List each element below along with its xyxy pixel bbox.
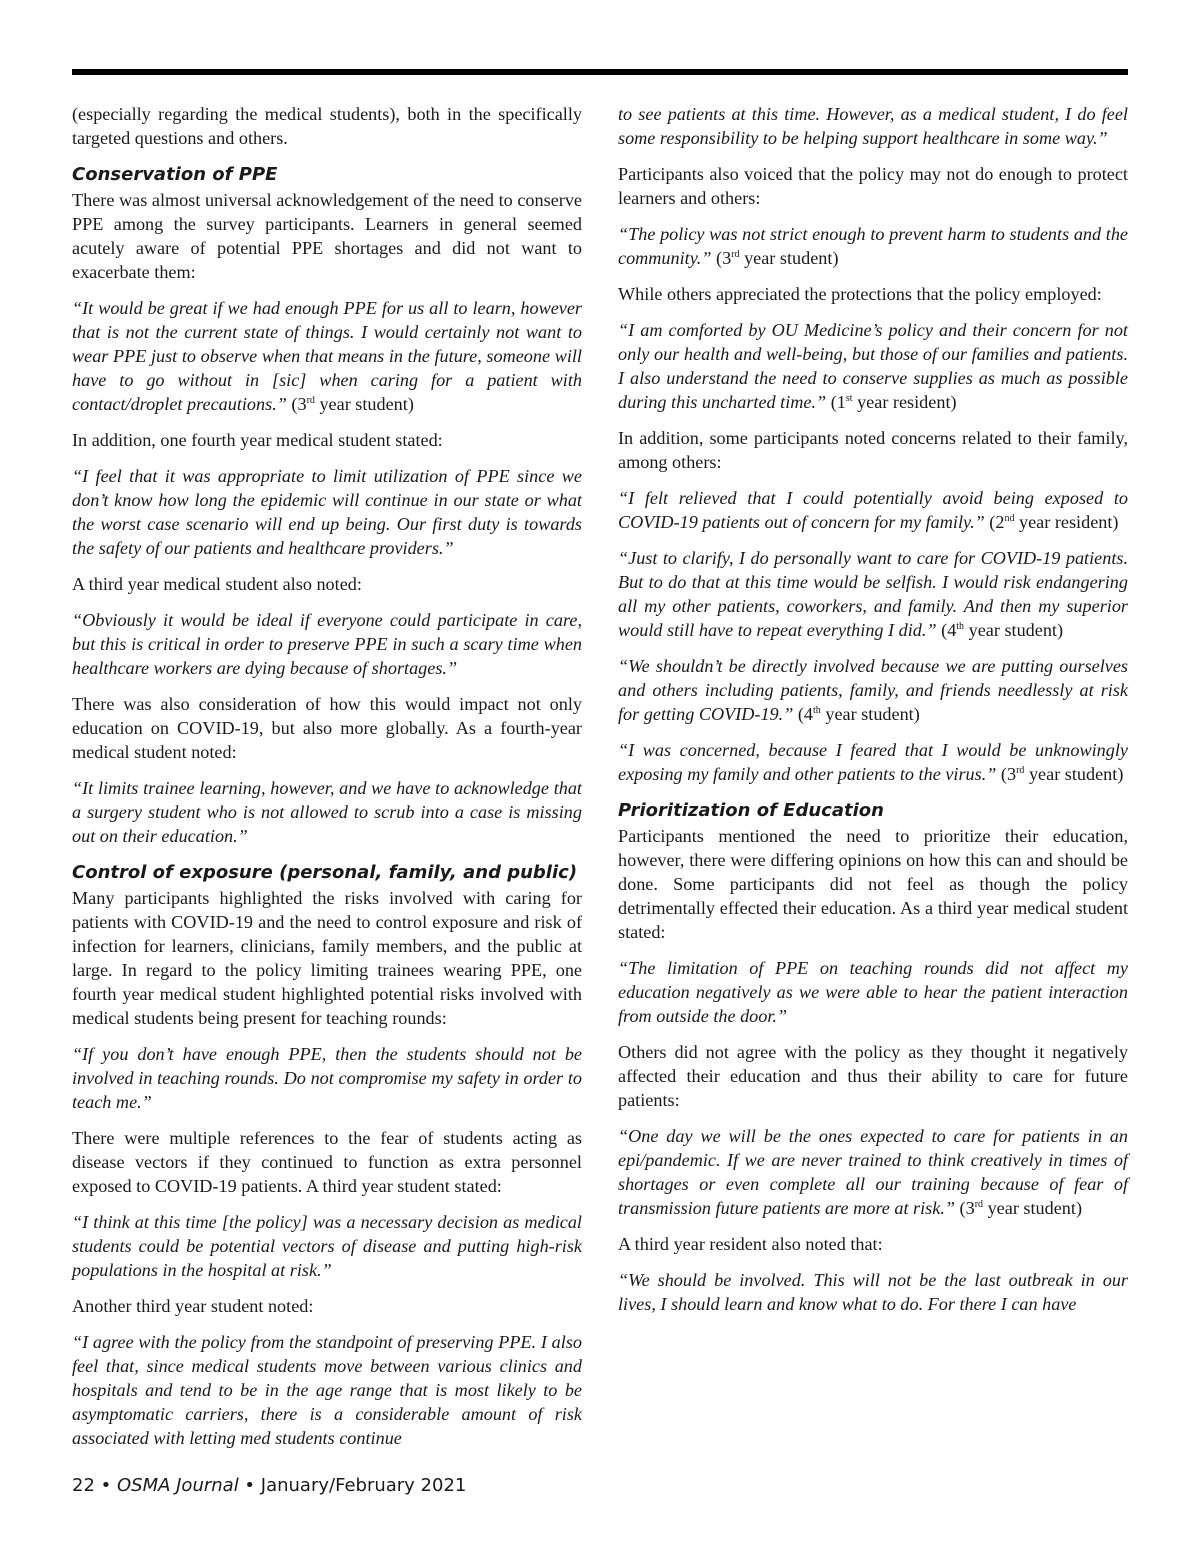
heading-control: Control of exposure (personal, family, and public) xyxy=(72,862,578,883)
intro-paragraph: (especially regarding the medical students), both in the specifically targeted questions and others. xyxy=(72,104,582,148)
top-rule xyxy=(72,69,1128,75)
quote-15-citation: (3rd year student) xyxy=(959,1198,1083,1218)
quote-11: “Just to clarify, I do personally want to care for COVID-19 patients. But to do that at this time would be selfish. I would risk endangering all my other patients, coworkers, and family. And then my superior would still have to repeat everything I did.” (4th year student) xyxy=(618,548,1128,640)
right-column xyxy=(618,102,1128,1316)
quote-10-citation: (2nd year resident) xyxy=(989,512,1119,532)
vectors-paragraph: There were multiple references to the fear of students acting as disease vectors if they continued to function as extra personnel exposed to COVID-19 patients. A third year student stated: xyxy=(72,1128,582,1196)
quote-1-citation: (3rd year student) xyxy=(291,394,414,414)
quote-8: “The policy was not strict enough to prevent harm to students and the community.” (3rd year student) xyxy=(618,224,1128,268)
quote-11-citation: (4th year student) xyxy=(941,620,1064,640)
prioritization-paragraph: Participants mentioned the need to prioritize their education, however, there were differing opinions on how this can and should be done. Some participants did not feel as though the policy detrimentally effected their education. As a third year medical student stated: xyxy=(618,826,1128,942)
control-paragraph: Many participants highlighted the risks involved with caring for patients with COVID-19 and the need to control exposure and risk of infection for learners, clinicians, family members, and the public at large. In regard to the policy limiting trainees wearing PPE, one fourth year medical student highlighted potential risks involved with medical students being present for teaching rounds: xyxy=(72,888,582,1028)
quote-2: “I feel that it was appropriate to limit utilization of PPE since we don’t know how long the epidemic will continue in our state or what the worst case scenario will end up being. Our first duty is towards the safety of our patients and healthcare providers.” xyxy=(72,466,582,558)
quote-15: “One day we will be the ones expected to care for patients in an epi/pandemic. If we are never trained to think creatively in times of shortages or even complete all our training because of fear of transmission future patients are more at risk.” (3rd year student) xyxy=(618,1126,1128,1218)
quote-12: “We shouldn’t be directly involved because we are putting ourselves and others including patients, family, and friends needlessly at risk for getting COVID-19.” (4th year student) xyxy=(618,656,1128,724)
not-enough-paragraph: Participants also voiced that the policy may not do enough to protect learners and others: xyxy=(618,164,1128,208)
another-paragraph: Another third year student noted: xyxy=(72,1296,314,1316)
page-footer xyxy=(72,1475,466,1496)
quote-9: “I am comforted by OU Medicine’s policy and their concern for not only our health and well-being, but those of our families and patients. I also understand the need to conserve supplies as much as possible during this uncharted time.” (1st year resident) xyxy=(618,320,1128,412)
page-number: 22 xyxy=(72,1475,95,1496)
quote-16: “We should be involved. This will not be the last outbreak in our lives, I should learn and know what to do. For there I can have xyxy=(618,1270,1128,1314)
quote-13: “I was concerned, because I feared that I would be unknowingly exposing my family and other patients to the virus.” (3rd year student) xyxy=(618,740,1128,784)
quote-6: “I think at this time [the policy] was a necessary decision as medical students could be potential vectors of disease and putting high-risk populations in the hospital at risk.” xyxy=(72,1212,582,1280)
others-paragraph: Others did not agree with the policy as they thought it negatively affected their education and thus their ability to care for future patients: xyxy=(618,1042,1128,1110)
footer-separator: • xyxy=(94,1475,117,1496)
journal-name: OSMA Journal xyxy=(116,1475,239,1496)
footer-separator: • xyxy=(238,1475,261,1496)
family-paragraph: In addition, some participants noted concerns related to their family, among others: xyxy=(618,428,1128,472)
fourth-year-paragraph: In addition, one fourth year medical student stated: xyxy=(72,430,443,450)
quote-9-citation: (1st year resident) xyxy=(830,392,957,412)
resident-paragraph: A third year resident also noted that: xyxy=(618,1234,883,1254)
quote-8-citation: (3rd year student) xyxy=(716,248,839,268)
global-paragraph: There was also consideration of how this would impact not only education on COVID-19, but also more globally. As a fourth-year medical student noted: xyxy=(72,694,582,762)
quote-5: “If you don’t have enough PPE, then the students should not be involved in teaching rounds. Do not compromise my safety in order to teach me.” xyxy=(72,1044,582,1112)
quote-7: “I agree with the policy from the standpoint of preserving PPE. I also feel that, since medical students move between various clinics and hospitals and tend to be in the age range that is most likely to be asymptomatic carriers, there is a considerable amount of risk associated with letting med students continue xyxy=(72,1332,582,1448)
quote-3: “Obviously it would be ideal if everyone could participate in care, but this is critical in order to preserve PPE in such a scary time when healthcare workers are dying because of shortages.” xyxy=(72,610,582,678)
quote-14: “The limitation of PPE on teaching rounds did not affect my education negatively as we were able to hear the patient interaction from outside the door.” xyxy=(618,958,1128,1026)
quote-10: “I felt relieved that I could potentially avoid being exposed to COVID-19 patients out of concern for my family.” (2nd year resident) xyxy=(618,488,1128,532)
heading-conservation: Conservation of PPE xyxy=(72,164,278,185)
quote-7-continued: to see patients at this time. However, as a medical student, I do feel some responsibility to be helping support healthcare in some way.” xyxy=(618,104,1128,148)
appreciated-paragraph: While others appreciated the protections that the policy employed: xyxy=(618,284,1102,304)
heading-prioritization: Prioritization of Education xyxy=(618,800,884,821)
left-column xyxy=(72,102,582,1450)
quote-13-citation: (3rd year student) xyxy=(1000,764,1124,784)
third-year-paragraph: A third year medical student also noted: xyxy=(72,574,362,594)
quote-12-citation: (4th year student) xyxy=(797,704,920,724)
quote-1: “It would be great if we had enough PPE for us all to learn, however that is not the current state of things. I would certainly not want to wear PPE just to observe when that means in the future, someone will have to go without in [sic] when caring for a patient with contact/droplet precautions.” (3rd year student) xyxy=(72,298,582,414)
quote-4: “It limits trainee learning, however, and we have to acknowledge that a surgery student who is not allowed to scrub into a case is missing out on their education.” xyxy=(72,778,582,846)
issue-date: January/February 2021 xyxy=(260,1475,467,1496)
conservation-paragraph: There was almost universal acknowledgement of the need to conserve PPE among the survey participants. Learners in general seemed acutely aware of potential PPE shortages and did not want to exacerbate them: xyxy=(72,190,582,282)
